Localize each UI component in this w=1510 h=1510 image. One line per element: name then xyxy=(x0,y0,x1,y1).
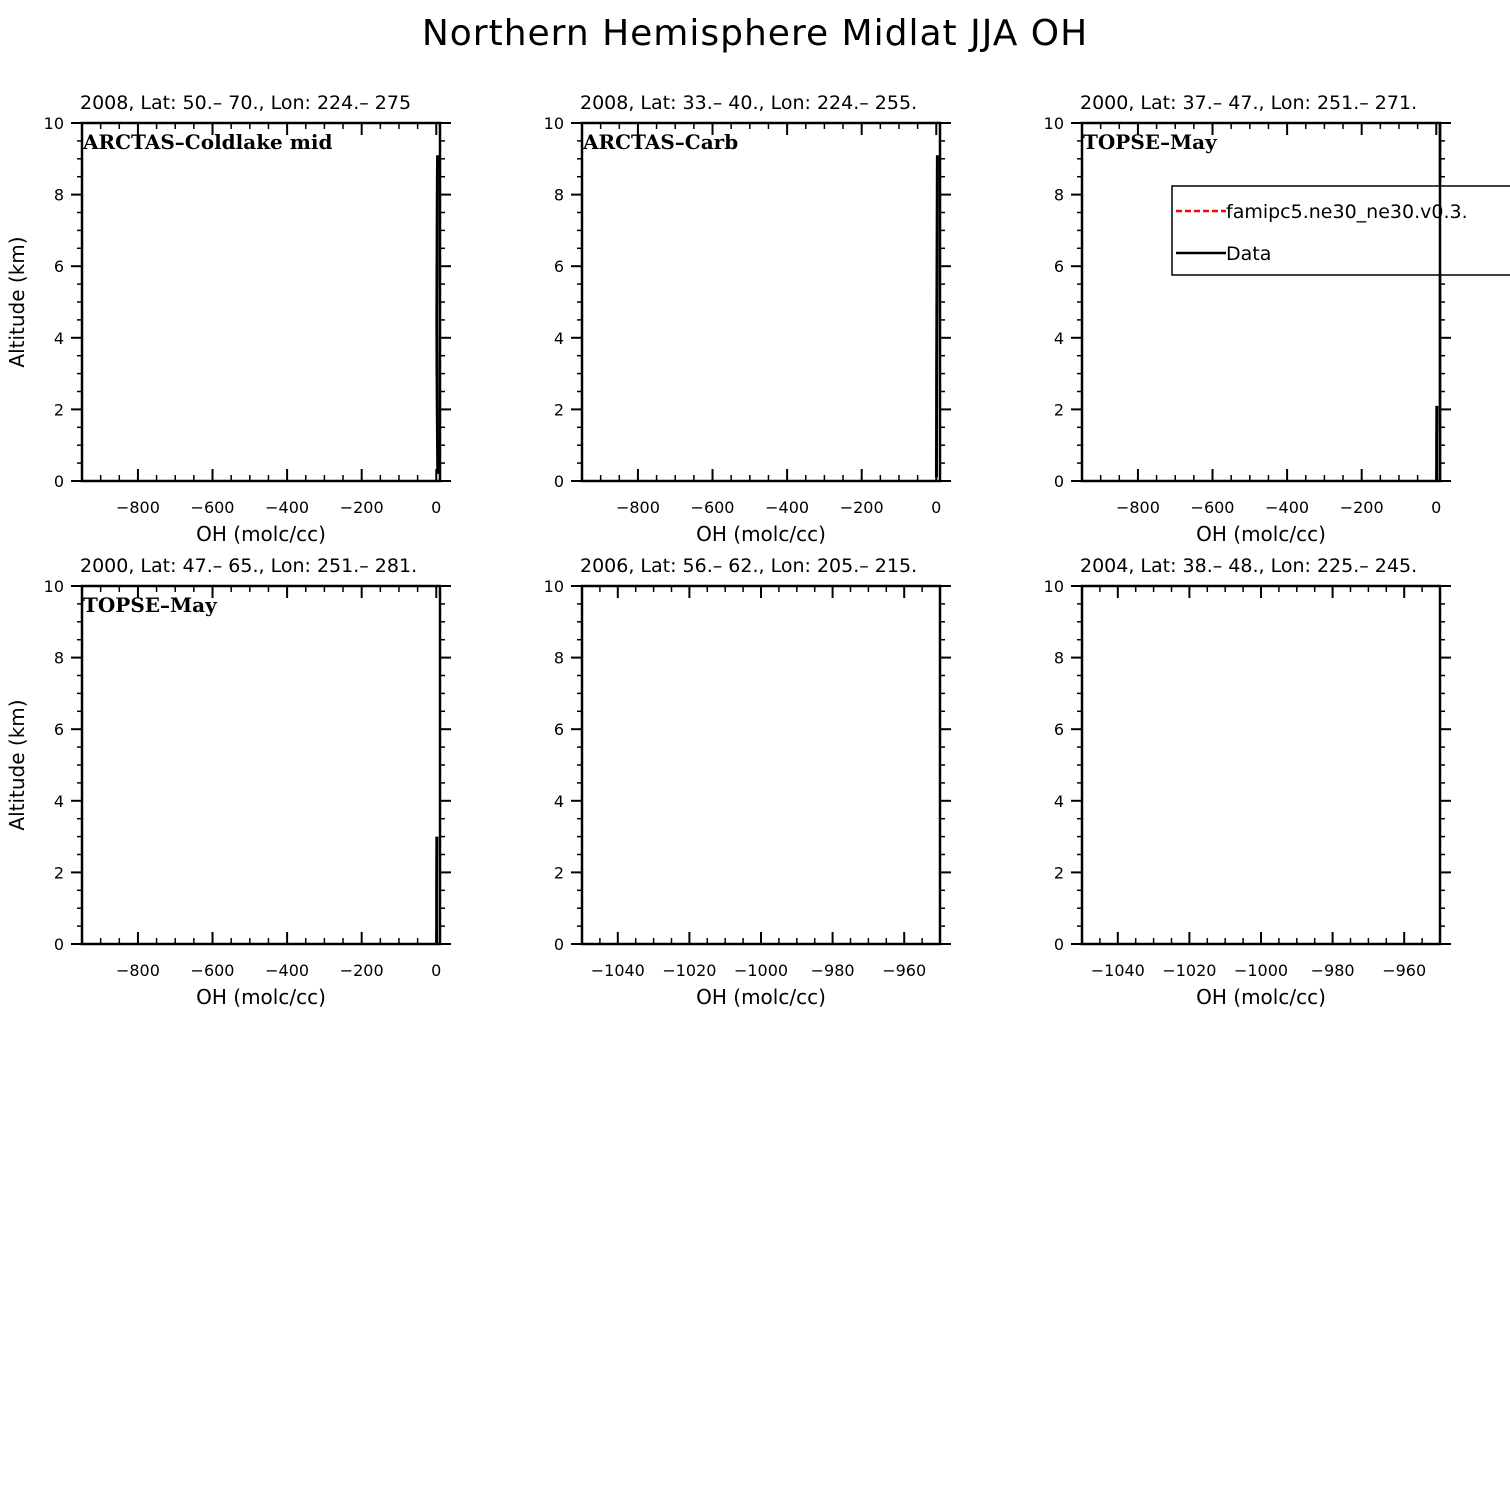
y-tick-label: 6 xyxy=(553,257,564,277)
x-tick-label: −1040 xyxy=(1090,961,1145,980)
x-tick-label: −600 xyxy=(190,498,235,517)
y-tick-label: 0 xyxy=(553,472,564,491)
x-tick-label: −800 xyxy=(615,498,660,517)
x-axis-label: OH (molc/cc) xyxy=(196,522,326,546)
x-tick-label: −1000 xyxy=(733,961,789,980)
x-axis-label: OH (molc/cc) xyxy=(196,985,326,1009)
chart-panel-1 xyxy=(5,92,451,546)
y-tick-label: 2 xyxy=(553,863,564,883)
chart-panel-2 xyxy=(544,92,951,546)
y-tick-label: 10 xyxy=(543,577,564,596)
x-tick-label: −800 xyxy=(115,961,160,980)
y-tick-label: 6 xyxy=(553,720,564,740)
y-tick-label: 8 xyxy=(53,648,64,668)
chart-panel-3 xyxy=(1044,92,1510,546)
y-tick-label: 0 xyxy=(1053,472,1064,491)
y-tick-label: 2 xyxy=(53,400,64,420)
plot-frame xyxy=(582,123,940,481)
y-tick-label: 10 xyxy=(1043,577,1064,596)
y-tick-label: 10 xyxy=(43,114,64,133)
x-tick-label: −980 xyxy=(1310,961,1355,980)
y-tick-label: 4 xyxy=(1053,328,1064,348)
plot-frame xyxy=(1082,123,1440,481)
y-tick-label: 6 xyxy=(1053,257,1064,277)
y-tick-label: 6 xyxy=(53,257,64,277)
figure-title: Northern Hemisphere Midlat JJA OH xyxy=(421,13,1089,54)
y-tick-label: 10 xyxy=(1043,114,1064,133)
x-axis-label: OH (molc/cc) xyxy=(1196,985,1326,1009)
x-tick-label: −200 xyxy=(839,498,884,517)
x-tick-label: −960 xyxy=(1382,961,1427,980)
series-line-1 xyxy=(437,155,438,474)
chart-panel-5 xyxy=(544,555,951,1009)
panel-title: 2000, Lat: 47.– 65., Lon: 251.– 281. xyxy=(80,555,418,577)
y-tick-label: 0 xyxy=(53,472,64,491)
y-tick-label: 0 xyxy=(553,935,564,954)
y-tick-label: 4 xyxy=(53,791,64,811)
x-tick-label: −600 xyxy=(690,498,735,517)
y-tick-label: 8 xyxy=(53,185,64,205)
x-tick-label: −1020 xyxy=(662,961,717,980)
x-tick-label: −1020 xyxy=(1162,961,1217,980)
campaign-label: TOPSE–May xyxy=(83,593,217,617)
y-tick-label: 0 xyxy=(53,935,64,954)
y-tick-label: 2 xyxy=(1053,863,1064,883)
panel-title: 2008, Lat: 50.– 70., Lon: 224.– 275 xyxy=(80,92,412,114)
x-tick-label: −400 xyxy=(265,498,310,517)
plot-frame xyxy=(582,586,940,944)
x-tick-label: −200 xyxy=(1339,498,1384,517)
x-axis-label: OH (molc/cc) xyxy=(1196,522,1326,546)
series-line-1 xyxy=(936,155,937,477)
x-tick-label: −400 xyxy=(1265,498,1310,517)
y-tick-label: 2 xyxy=(553,400,564,420)
y-tick-label: 4 xyxy=(553,328,564,348)
panel-title: 2006, Lat: 56.– 62., Lon: 205.– 215. xyxy=(580,555,918,577)
x-tick-label: −400 xyxy=(765,498,810,517)
x-tick-label: −200 xyxy=(339,961,384,980)
y-tick-label: 8 xyxy=(553,648,564,668)
campaign-label: TOPSE–May xyxy=(1083,130,1217,154)
chart-panel-6 xyxy=(1044,555,1451,1009)
chart-panel-4 xyxy=(5,555,451,1009)
x-tick-label: 0 xyxy=(931,498,942,517)
y-tick-label: 6 xyxy=(53,720,64,740)
x-tick-label: −600 xyxy=(190,961,235,980)
plot-frame xyxy=(1082,586,1440,944)
plot-frame xyxy=(82,586,440,944)
x-tick-label: −980 xyxy=(810,961,855,980)
x-tick-label: −600 xyxy=(1190,498,1235,517)
y-tick-label: 6 xyxy=(1053,720,1064,740)
x-axis-label: OH (molc/cc) xyxy=(696,522,826,546)
y-tick-label: 4 xyxy=(553,791,564,811)
x-tick-label: −800 xyxy=(1115,498,1160,517)
y-axis-label: Altitude (km) xyxy=(5,699,29,831)
x-tick-label: 0 xyxy=(431,961,442,980)
plot-frame xyxy=(82,123,440,481)
y-tick-label: 10 xyxy=(43,577,64,596)
y-tick-label: 8 xyxy=(553,185,564,205)
campaign-label: ARCTAS–Carb xyxy=(583,130,739,154)
campaign-label: ARCTAS–Coldlake mid xyxy=(83,130,333,154)
legend xyxy=(1172,186,1510,275)
y-tick-label: 0 xyxy=(1053,935,1064,954)
x-axis-label: OH (molc/cc) xyxy=(696,985,826,1009)
y-tick-label: 8 xyxy=(1053,648,1064,668)
y-tick-label: 10 xyxy=(543,114,564,133)
legend-label: Data xyxy=(1226,243,1272,265)
x-tick-label: −800 xyxy=(115,498,160,517)
y-tick-label: 2 xyxy=(1053,400,1064,420)
x-tick-label: −1040 xyxy=(590,961,645,980)
x-tick-label: 0 xyxy=(1431,498,1442,517)
y-axis-label: Altitude (km) xyxy=(5,236,29,368)
panel-title: 2004, Lat: 38.– 48., Lon: 225.– 245. xyxy=(1080,555,1418,577)
y-tick-label: 2 xyxy=(53,863,64,883)
panel-title: 2000, Lat: 37.– 47., Lon: 251.– 271. xyxy=(1080,92,1418,114)
x-tick-label: −200 xyxy=(339,498,384,517)
panels xyxy=(5,92,1510,1009)
x-tick-label: −960 xyxy=(882,961,927,980)
legend-box xyxy=(1172,186,1510,275)
y-tick-label: 4 xyxy=(53,328,64,348)
legend-label: famipc5.ne30_ne30.v0.3. xyxy=(1226,201,1468,223)
x-tick-label: −400 xyxy=(265,961,310,980)
x-tick-label: 0 xyxy=(431,498,442,517)
y-tick-label: 8 xyxy=(1053,185,1064,205)
panel-title: 2008, Lat: 33.– 40., Lon: 224.– 255. xyxy=(580,92,918,114)
x-tick-label: −1000 xyxy=(1233,961,1289,980)
y-tick-label: 4 xyxy=(1053,791,1064,811)
